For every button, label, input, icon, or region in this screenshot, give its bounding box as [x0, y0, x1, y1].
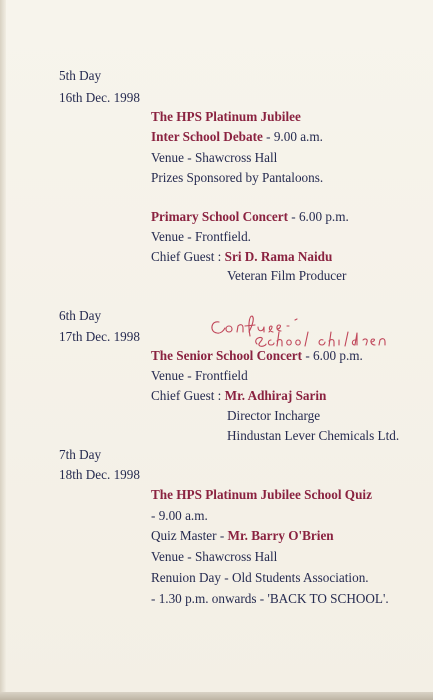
quiz-master-name: Mr. Barry O'Brien [227, 528, 334, 543]
senior-concert-guest [151, 388, 326, 404]
debate-title-line1: The HPS Platinum Jubilee [151, 109, 301, 124]
guest-name: Sri D. Rama Naidu [224, 249, 333, 264]
guest-role: Veteran Film Producer [227, 268, 347, 283]
day-7-label: 7th Day [59, 447, 102, 462]
reunion-time: - 1.30 p.m. onwards - 'BACK TO SCHOOL'. [151, 591, 389, 606]
senior-concert-time: - 6.00 p.m. [302, 348, 363, 363]
quiz-title: The HPS Platinum Jubilee School Quiz [151, 487, 372, 502]
quiz-venue: Venue - Shawcross Hall [151, 549, 278, 564]
primary-concert-line [151, 209, 349, 225]
day-6-label: 6th Day [59, 308, 102, 323]
guest-label: Chief Guest : [151, 249, 225, 264]
day-5-date: 16th Dec. 1998 [59, 90, 140, 105]
handwritten-note-text: Confused. School children [205, 302, 216, 303]
senior-concert-line [151, 348, 363, 364]
senior-concert-title: The Senior School Concert [151, 348, 303, 363]
senior-guest-label: Chief Guest : [151, 388, 225, 403]
debate-title: Inter School Debate [151, 129, 263, 144]
primary-concert-title: Primary School Concert [151, 209, 288, 224]
debate-title-line2 [151, 129, 323, 145]
quiz-master [151, 528, 334, 544]
reunion-day: Renuion Day - Old Students Association. [151, 570, 369, 585]
page-bottom-edge [0, 692, 433, 700]
quiz-time: - 9.00 a.m. [151, 508, 208, 523]
primary-concert-time: - 6.00 p.m. [287, 209, 349, 224]
day-6-date: 17th Dec. 1998 [59, 329, 140, 344]
senior-guest-role2: Hindustan Lever Chemicals Ltd. [227, 428, 400, 443]
page-fold [0, 0, 6, 700]
primary-concert-venue: Venue - Frontfield. [151, 229, 251, 244]
senior-guest-name: Mr. Adhiraj Sarin [224, 388, 327, 403]
debate-venue: Venue - Shawcross Hall [151, 150, 278, 165]
senior-guest-role1: Director Incharge [227, 408, 321, 423]
day-5-label: 5th Day [59, 68, 102, 83]
senior-concert-venue: Venue - Frontfield [151, 368, 248, 383]
day-7-date: 18th Dec. 1998 [59, 467, 140, 482]
debate-time: - 9.00 a.m. [262, 129, 323, 144]
primary-concert-guest [151, 249, 332, 265]
quiz-master-label: Quiz Master - [151, 528, 228, 543]
debate-prizes: Prizes Sponsored by Pantaloons. [151, 170, 324, 185]
handwritten-note [205, 302, 400, 352]
